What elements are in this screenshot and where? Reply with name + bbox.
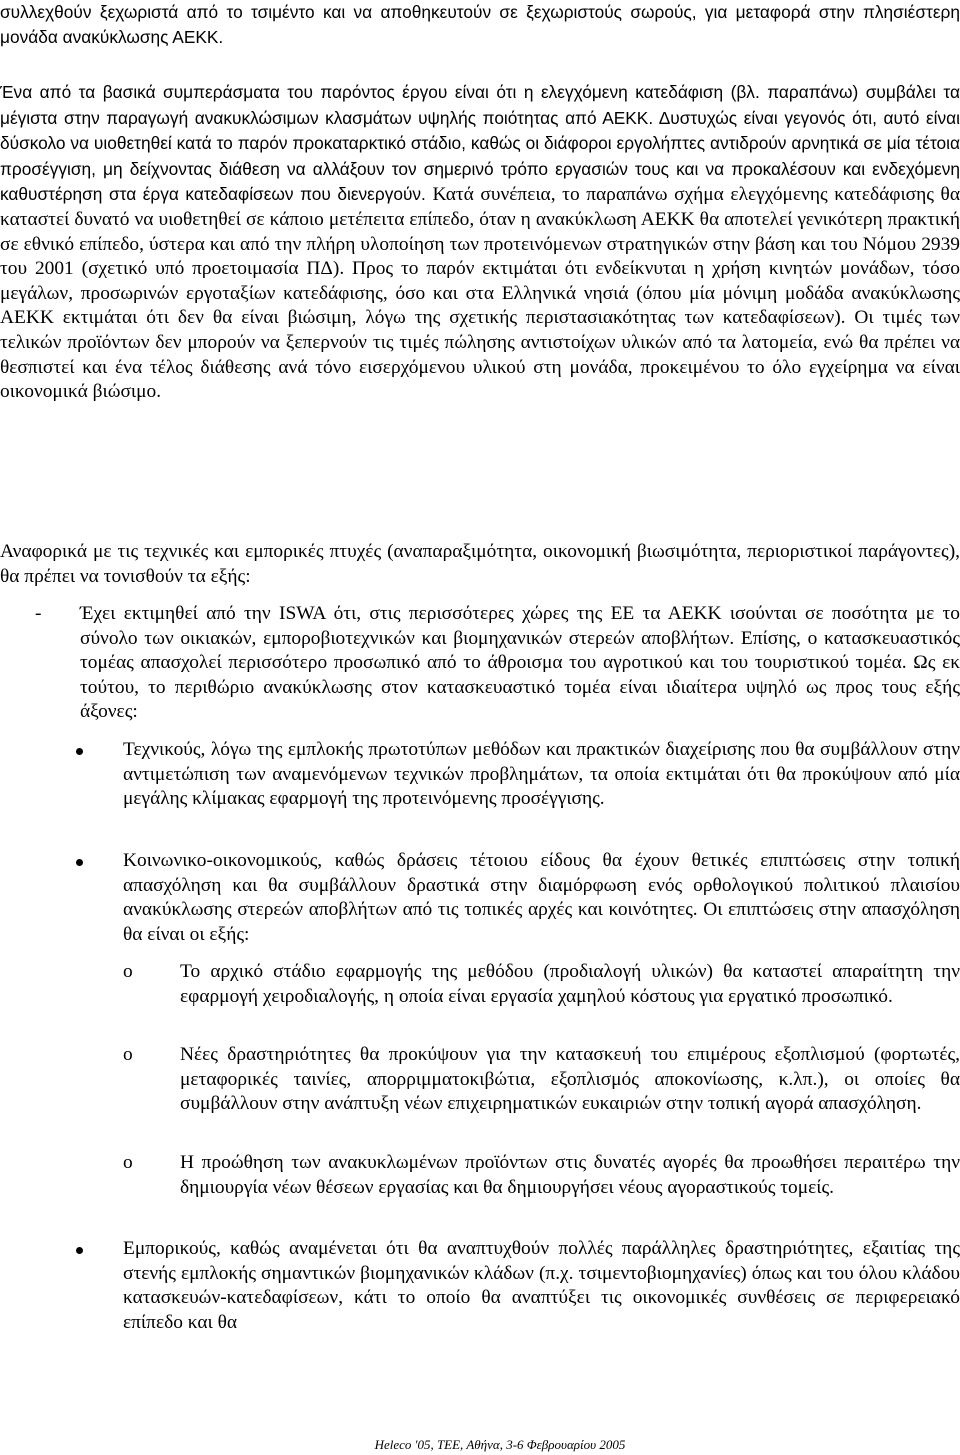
conclusion-paragraph <box>0 80 960 405</box>
sub-bullet-marker: o <box>123 961 133 982</box>
conclusion-paragraph-sans-part: Ένα από τα βασικά συμπεράσματα του παρόντος έργου είναι ότι η ελεγχόμενη κατεδάφιση (βλ. παραπάνω) συμβάλει τα μέγιστα στην παραγωγή ανακυκλώσιμων κλασμάτων υψηλής ποιότητας από ΑΕΚΚ. Δυστυχώς είναι γεγονός ότι, αυτό είναι δύσκολο να υιοθετηθεί κατά το παρόν προκαταρκτικό στάδιο, καθώς οι διάφοροι εργολήπτες αντιδρούν αρνητικά σε μία τέτοια προσέγγιση, μη δείχνοντας διάθεση να αλλάξουν τον σημερινό τρόπο εργασιών τους και να προκαλέσουν και ενδεχόμενη καθυστέρηση στα έργα κατεδαφίσεων που διενεργούν. <box>0 82 960 205</box>
dash-marker: - <box>35 603 42 624</box>
bullet-item-technical: Τεχνικούς, λόγω της εμπλοκής πρωτοτύπων μεθόδων και πρακτικών διαχείρισης που θα συμβάλλουν στην αντιμετώπιση των αναμενόμενων τεχνικών προβλημάτων, τα οποία εκτιμάται ότι θα προκύψουν από μία μεγάλης κλίμακας εφαρμογή της προτεινόμενης προσέγγισης. <box>123 739 960 810</box>
sub-item-new-activities: Νέες δραστηριότητες θα προκύψουν για την κατασκευή του επιμέρους εξοπλισμού (φορτωτές, μεταφορικές ταινίες, απορριμματοκιβώτια, εξοπλισμός αποκονίωσης, κ.λπ.), οι οποίες θα συμβάλλουν στην ανάπτυξη νέων επιχειρηματικών ευκαιριών στην τοπική αγορά απασχόληση. <box>180 1044 960 1115</box>
sub-item-market-promotion: Η προώθηση των ανακυκλωμένων προϊόντων στις δυνατές αγορές θα προωθήσει περαιτέρω την δημιουργία νέων θέσεων εργασίας και θα δημιουργήσει νέους αγοραστικούς τομείς. <box>180 1152 960 1198</box>
intro-paragraph: συλλεχθούν ξεχωριστά από το τσιμέντο και να αποθηκευτούν σε ξεχωριστούς σωρούς, για μεταφορά στην πλησιέστερη μονάδα ανακύκλωσης ΑΕΚΚ. <box>0 2 960 47</box>
sub-bullet-marker: o <box>123 1044 133 1065</box>
bullet-dot <box>76 748 83 755</box>
sub-bullet-marker: o <box>123 1152 133 1173</box>
bullet-dot <box>76 1247 83 1254</box>
sub-item-manual-sorting: Το αρχικό στάδιο εφαρμογής της μεθόδου (προδιαλογή υλικών) θα καταστεί απαραίτητη την εφαρμογή χειροδιαλογής, η οποία είναι εργασία χαμηλού κόστους για εργατικό προσωπικό. <box>180 961 960 1007</box>
dash-list-item: Έχει εκτιμηθεί από την ISWA ότι, στις περισσότερες χώρες της ΕΕ τα ΑΕΚΚ ισούνται σε ποσότητα με το σύνολο των οικιακών, εμπορoβιοτεχνικών και βιομηχανικών στερεών αποβλήτων. Επίσης, ο κατασκευαστικός τομέας απασχολεί περισσότερο προσωπικό από το άθροισμα του αγροτικού και του τουριστικού τομέα. Ως εκ τούτου, το περιθώριο ανακύκλωσης στον κατασκευαστικό τομέα είναι ιδιαίτερα υψηλό ως προς τους εξής άξονες: <box>80 603 960 723</box>
conclusion-paragraph-serif-part: Κατά συνέπεια, το παραπάνω σχήμα ελεγχόμενης κατεδάφισης θα καταστεί δυνατό να υιοθετηθεί σε κάποιο μετέπειτα επίπεδο, όταν η ανακύκλωση ΑΕΚΚ θα αποτελεί γενικότερη πρακτική σε εθνικό επίπεδο, ύστερα και από την πλήρη υλοποίηση των προτεινόμενων στρατηγικών στην βάση και του Νόμου 2939 του 2001 (σχετικό υπό προετοιμασία ΠΔ). Προς το παρόν εκτιμάται ότι ενδείκνυται η χρήση κινητών μονάδων, τόσο μεγάλων, προσωρινών εργοταξίων κατεδάφισης, όσο και στα Ελληνικά νησιά (όπου μία μόνιμη μοδάδα ανακύκλωσης ΑΕΚΚ εκτιμάται ότι δεν θα είναι βιώσιμη, λόγω της σχετικής περιστασιακότητας των κατεδαφίσεων). Οι τιμές των τελικών προϊόντων δεν μπορούν να ξεπερνούν τις τιμές πώλησης αντιστοίχων υλικών από τα λατομεία, ενώ θα πρέπει να θεσπιστεί και ένα τέλος διάθεσης ανά τόνο εισερχόμενου υλικού στη μονάδα, προκειμένου το όλο εγχείρημα να είναι οικονομικά βιώσιμο. <box>0 184 960 403</box>
bullet-item-socioeconomic: Κοινωνικο-οικονομικούς, καθώς δράσεις τέτοιου είδους θα έχουν θετικές επιπτώσεις στην τοπική απασχόληση και θα συμβάλλουν δραστικά στην διαμόρφωση ενός ορθολογικού πολιτικού πλαισίου ανακύκλωσης στερεών αποβλήτων από τις τοπικές αρχές και κοινότητες. Οι επιπτώσεις στην απασχόληση θα είναι οι εξής: <box>123 850 960 945</box>
bullet-item-commercial: Εμπορικούς, καθώς αναμένεται ότι θα αναπτυχθούν πολλές παράλληλες δραστηριότητες, εξαιτίας της στενής εμπλοκής σημαντικών βιομηχανικών κλάδων (π.χ. τσιμεντοβιομηχανίες) όπως και του όλου κλάδου κατασκευών-κατεδαφίσεων, κάτι το οποίο θα αναπτύξει τις οικονομικές συνθέσεις σε περιφερειακό επίπεδο και θα <box>123 1238 960 1333</box>
page-footer: Heleco '05, ΤΕΕ, Αθήνα, 3-6 Φεβρουαρίου 2005 <box>374 1437 626 1452</box>
aspects-intro-paragraph: Αναφορικά με τις τεχνικές και εμπορικές πτυχές (αναπαραξιμότητα, οικονομική βιωσιμότητα, περιοριστικοί παράγοντες), θα πρέπει να τονισθούν τα εξής: <box>0 541 960 587</box>
bullet-dot <box>76 859 83 866</box>
